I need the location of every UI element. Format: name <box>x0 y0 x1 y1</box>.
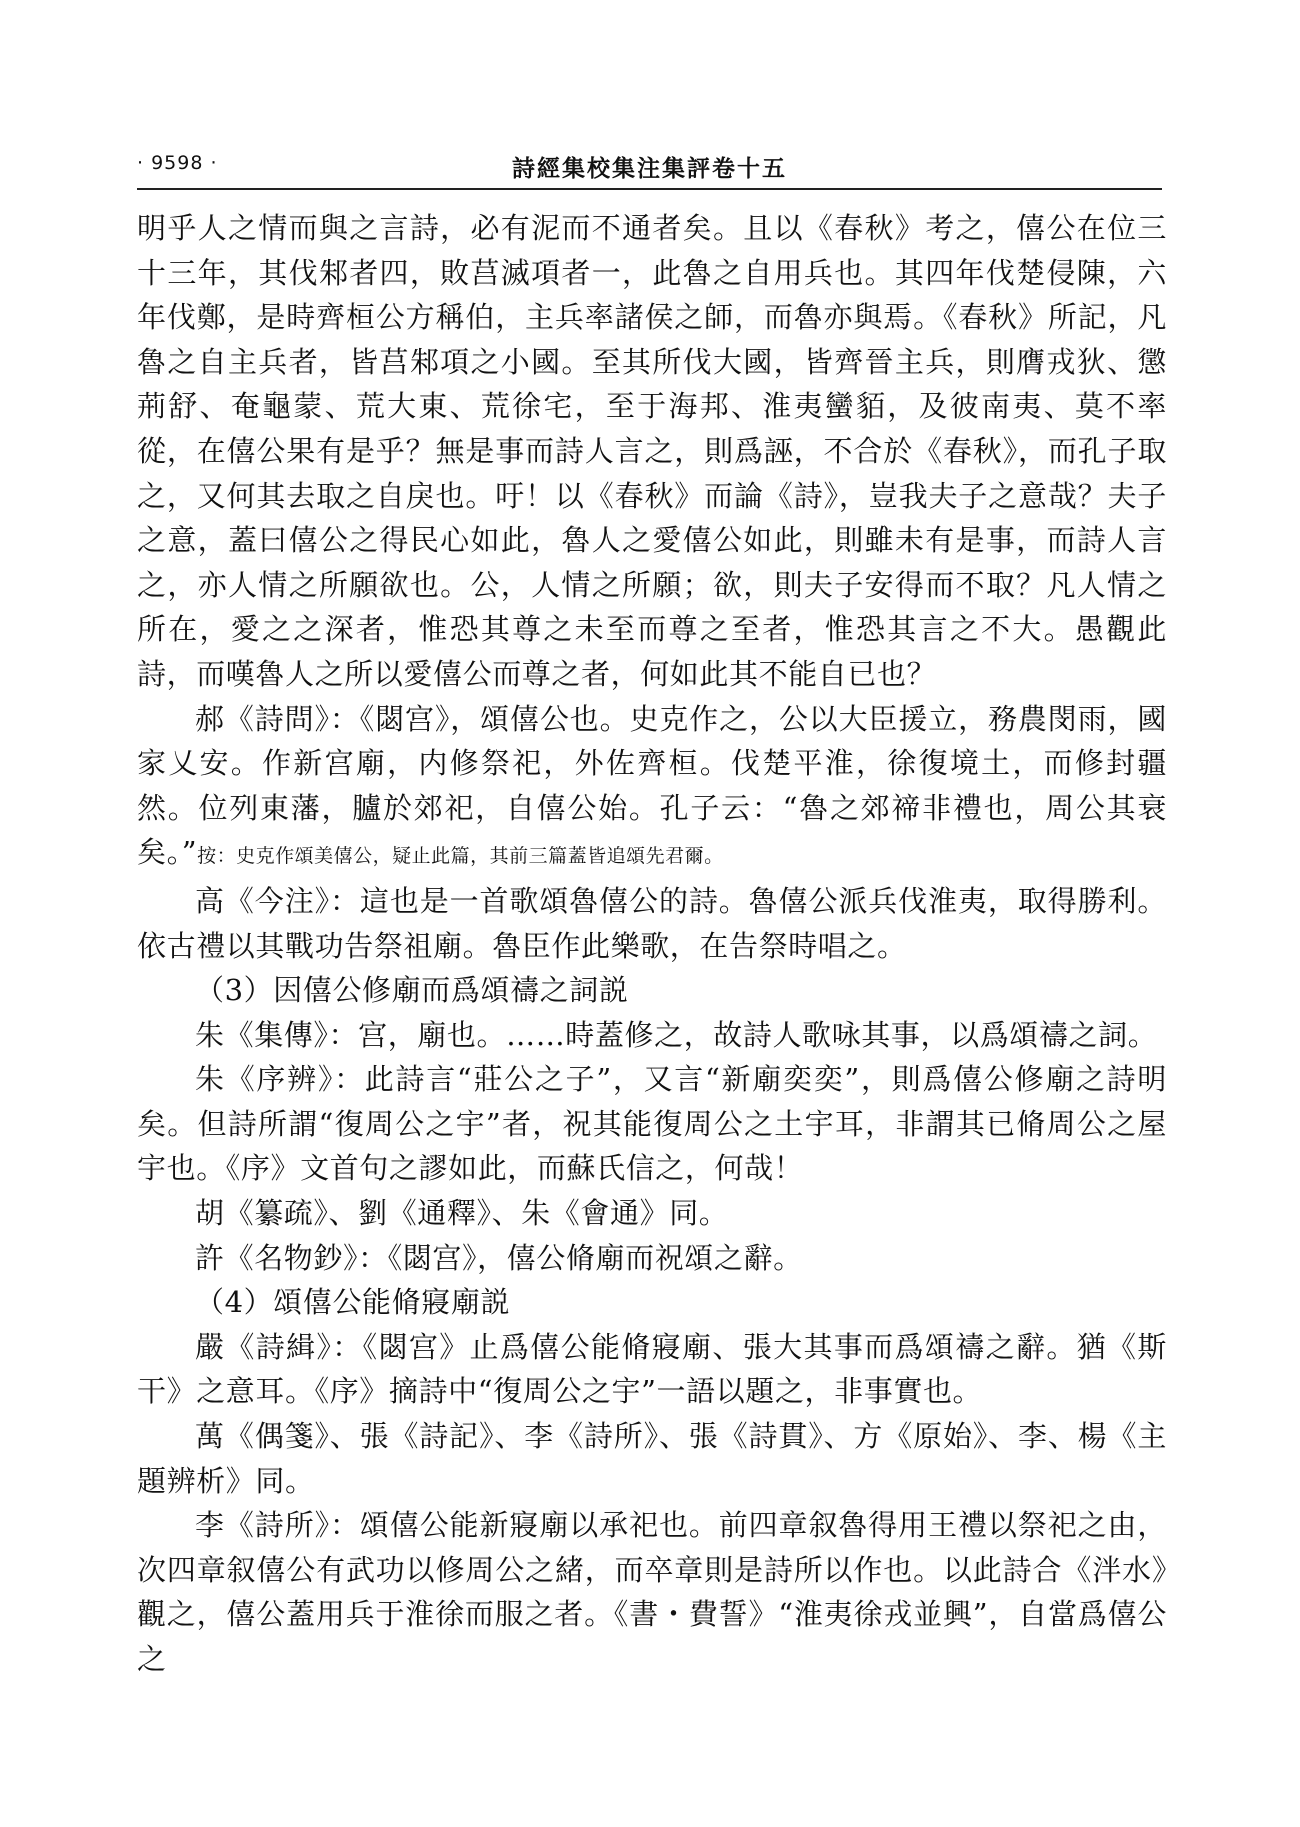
section-heading: （4）頌僖公能脩寢廟説 <box>195 1285 511 1320</box>
small-note: 按：史克作頌美僖公，疑止此篇，其前三篇蓋皆追頌先君爾。 <box>197 845 724 868</box>
paragraph: 明乎人之情而與之言詩，必有泥而不通者矣。且以《春秋》考之，僖公在位三十三年，其伐邾者四，敗莒滅項者一，此魯之自用兵也。其四年伐楚侵陳，六年伐鄭，是時齊桓公方稱伯，主兵率諸侯之師，而魯亦與焉。《春秋》所記，凡魯之自主兵者，皆莒邾項之小國。至其所伐大國，皆齊晉主兵，則膺戎狄、懲荊舒、奄龜蒙、荒大東、荒徐宅，至于海邦、淮夷蠻貊，及彼南夷、莫不率從，在僖公果有是乎？無是事而詩人言之，則爲誣，不合於《春秋》，而孔子取之，又何其去取之自戾也。吁！以《春秋》而論《詩》，豈我夫子之意哉？夫子之意，蓋曰僖公之得民心如此，魯人之愛僖公如此，則雖未有是事，而詩人言之，亦人情之所願欲也。公，人情之所願；欲，則夫子安得而不取？凡人情之所在，愛之之深者，惟恐其尊之未至而尊之至者，惟恐其言之不大。愚觀此詩，而嘆魯人之所以愛僖公而尊之者，何如此其不能自已也？ <box>137 211 1167 691</box>
paragraph: 萬《偶箋》、張《詩記》、李《詩所》、張《詩貫》、方《原始》、李、楊《主題辨析》同。 <box>137 1419 1167 1498</box>
body-text <box>137 206 1167 1682</box>
paragraph-text: 郝《詩問》：《閟宫》，頌僖公也。史克作之，公以大臣援立，務農閔雨，國家乂安。作新宫廟，内修祭祀，外佐齊桓。伐楚平淮，徐復境土，而修封疆然。位列東藩，臚於郊祀，自僖公始。孔子云：“魯之郊禘非禮也，周公其衰矣。” <box>137 701 1167 870</box>
paragraph: 許《名物鈔》：《閟宫》，僖公脩廟而祝頌之辭。 <box>195 1240 803 1275</box>
header-rule <box>137 188 1162 190</box>
page-number: · 9598 · <box>137 152 218 174</box>
paragraph: 朱《集傳》：宫，廟也。……時蓋修之，故詩人歌咏其事，以爲頌禱之詞。 <box>195 1017 1158 1052</box>
paragraph <box>137 697 1167 879</box>
page-header <box>137 150 1162 184</box>
paragraph: 胡《纂疏》、劉《通釋》、朱《會通》同。 <box>195 1196 729 1231</box>
paragraph: 李《詩所》：頌僖公能新寢廟以承祀也。前四章叙魯得用王禮以祭祀之由，次四章叙僖公有武功以修周公之緒，而卒章則是詩所以作也。以此詩合《泮水》觀之，僖公蓋用兵于淮徐而服之者。《書・費誓》“淮夷徐戎並興”，自當爲僖公之 <box>137 1508 1167 1676</box>
paragraph: 嚴《詩緝》：《閟宫》止爲僖公能脩寢廟、張大其事而爲頌禱之辭。猶《斯干》之意耳。《序》摘詩中“復周公之宇”一語以題之，非事實也。 <box>137 1329 1167 1409</box>
paragraph: 朱《序辨》：此詩言“莊公之子”，又言“新廟奕奕”，則爲僖公修廟之詩明矣。但詩所謂“復周公之宇”者，祝其能復周公之土宇耳，非謂其已脩周公之屋宇也。《序》文首句之謬如此，而蘇氏信之，何哉！ <box>137 1062 1167 1186</box>
paragraph: 高《今注》：這也是一首歌頌魯僖公的詩。魯僖公派兵伐淮夷，取得勝利。依古禮以其戰功告祭祖廟。魯臣作此樂歌，在告祭時唱之。 <box>137 883 1167 963</box>
running-title: 詩經集校集注集評卷十五 <box>512 155 787 182</box>
section-heading: （3）因僖公修廟而爲頌禱之詞説 <box>195 973 629 1008</box>
